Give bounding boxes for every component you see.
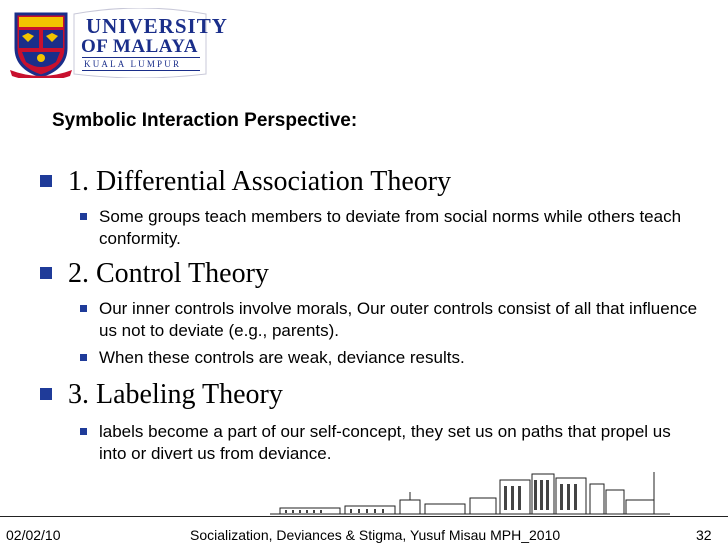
- sub-bullet-text: When these controls are weak, deviance results.: [99, 348, 465, 367]
- university-crest-icon: [10, 8, 72, 78]
- sub-bullet-text: Some groups teach members to deviate from social norms while others teach conformity.: [99, 207, 682, 248]
- logo-of-malaya-text: OF MALAYA: [81, 36, 198, 57]
- sub-bullet-text: Our inner controls involve morals, Our outer controls consist of all that influence us not to deviate (e.g., parents).: [99, 299, 698, 340]
- bullet-heading: 2. Control Theory: [68, 258, 269, 289]
- bullet-icon: [40, 388, 52, 400]
- slide-title: Symbolic Interaction Perspective:: [52, 110, 358, 131]
- sub-bullet-icon: [80, 213, 87, 220]
- sub-bullet-icon: [80, 428, 87, 435]
- university-logo: [8, 8, 228, 78]
- logo-university-text: UNIVERSITY: [86, 14, 228, 38]
- sub-bullet-icon: [80, 305, 87, 312]
- logo-kuala-lumpur-text: KUALA LUMPUR: [84, 59, 182, 69]
- sub-bullet-icon: [80, 354, 87, 361]
- bullet-heading: 3. Labeling Theory: [68, 379, 283, 410]
- slide-number: 32: [696, 527, 712, 543]
- footer-date: 02/02/10: [6, 527, 61, 543]
- footer-divider: [0, 516, 728, 517]
- footer-caption: Socialization, Deviances & Stigma, Yusuf Misau MPH_2010: [190, 527, 561, 543]
- campus-skyline-illustration: [270, 470, 670, 518]
- bullet-icon: [40, 175, 52, 187]
- sub-bullet-text: labels become a part of our self-concept, they set us on paths that propel us into or divert us from deviance.: [99, 422, 671, 463]
- bullet-heading: 1. Differential Association Theory: [68, 166, 452, 197]
- bullet-icon: [40, 267, 52, 279]
